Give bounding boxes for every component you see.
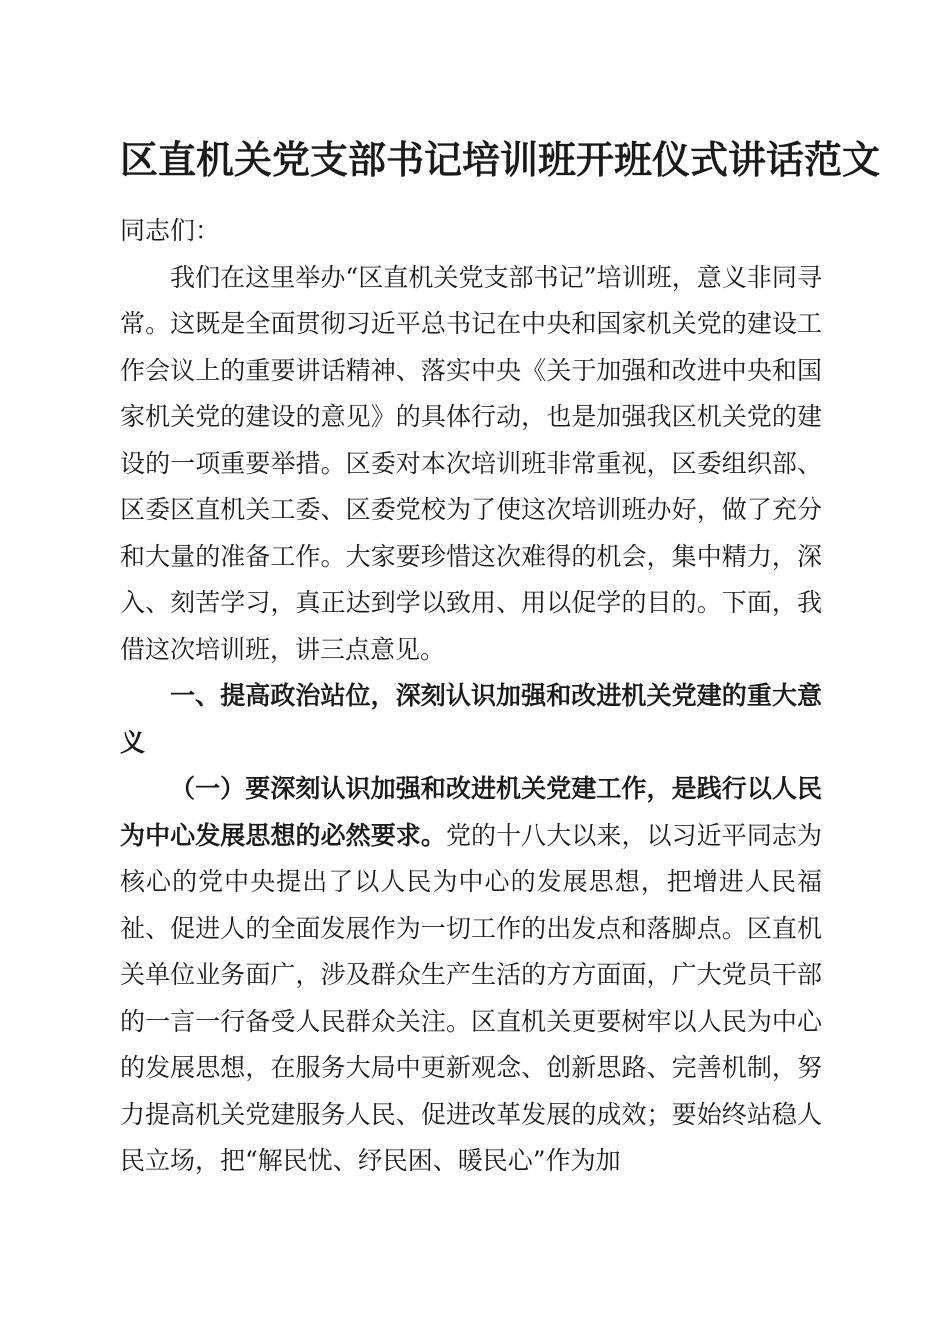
subsection-1-lead: （一）要深刻认识加强和改进机关党建工作，是践行以人民为中心发展思想的必然要求。: [120, 774, 822, 850]
salutation: 同志们：: [120, 216, 221, 245]
subsection-1-body: 党的十八大以来，以习近平同志为核心的党中央提出了以人民为中心的发展思想，把增进人民福祉、促进人的全面发展作为一切工作的出发点和落脚点。区直机关单位业务面广，涉及群众生产生活的方方面面，广大党员干部的一言一行备受人民群众关注。区直机关更要树牢以人民为中心的发展思想，在服务大局中更新观念、创新思路、完善机制，努力提高机关党建服务人民、促进改革发展的成效；要始终站稳人民立场，把“解民忧、纾民困、暖民心”作为加: [120, 820, 822, 1175]
document-body: [120, 208, 822, 1185]
document-title: 区直机关党支部书记培训班开班仪式讲话范文: [120, 137, 881, 182]
paragraph-intro: 我们在这里举办“区直机关党支部书记”培训班，意义非同寻常。这既是全面贯彻习近平总书记在中央和国家机关党的建设工作会议上的重要讲话精神、落实中央《关于加强和改进中央和国家机关党的建设的意见》的具体行动，也是加强我区机关党的建设的一项重要举措。区委对本次培训班非常重视，区委组织部、区委区直机关工委、区委党校为了使这次培训班办好，做了充分和大量的准备工作。大家要珍惜这次难得的机会，集中精力，深入、刻苦学习，真正达到学以致用、用以促学的目的。下面，我借这次培训班，讲三点意见。: [120, 262, 822, 664]
subsection-1-paragraph: [120, 766, 822, 1185]
section-heading-1: 一、提高政治站位，深刻认识加强和改进机关党建的重大意义: [120, 681, 822, 757]
